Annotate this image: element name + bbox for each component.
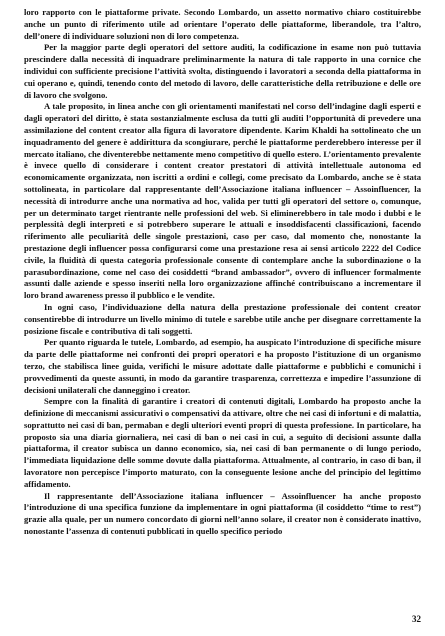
document-body xyxy=(24,7,421,538)
paragraph-6: Sempre con la finalità di garantire i creatori di contenuti digitali, Lombardo ha proposto anche la definizione di meccanismi assicurativi o compensativi da attivare, oltre che nei casi di infortuni e di malattia, soprattutto nei casi di ban, permaban e degli ulteriori eventi propri di questa professione. In particolare, ha proposto sia una diaria giornaliera, nei casi di ban o nei casi in cui, a seguito di decisioni assunte dalla piattaforma, il creator subisca un danno economico, sia, nei casi di ban permanente o di lungo periodo, l’immediata liquidazione delle somme dovute dalla piattaforma. Attualmente, al contrario, in caso di ban, il lavoratore non percepisce l’importo maturato, con la conseguente lesione anche del principio del legittimo affidamento. xyxy=(24,396,421,489)
page-number: 32 xyxy=(412,614,421,624)
paragraph-1: loro rapporto con le piattaforme private. Secondo Lombardo, un assetto normativo chiaro costituirebbe anche un punto di riferimento utile ad orientare l’operato delle piattaforme, liberandole, tra l’altro, dell’onere di individuare soluzioni non di loro competenza. xyxy=(24,7,421,41)
paragraph-3: A tale proposito, in linea anche con gli orientamenti manifestati nel corso dell’indagine dagli esperti e dagli operatori del diritto, è stata sostanzialmente esclusa da tutti gli auditi l’opportunità di prevedere una assimilazione del content creator alla figura di lavoratore dipendente. Karim Khaldi ha sottolineato che un inquadramento del genere è addirittura da scongiurare, perché le piattaforme perderebbero interesse per il mercato italiano, che diventerebbe nettamente meno competitivo di quello estero. L’orientamento prevalente è invece quello di considerare i content creator prestatori di attività intellettuale autonoma ed economicamente organizzata, non iscritti a ordini e collegi, come precisato da Lombardo, anche se è stata sottolineata, in particolare dal rappresentante dell’Associazione italiana influencer – Assoinfluencer, la necessità di introdurre anche una normativa ad hoc, valida per tutti gli operatori del settore o, comunque, per un determinato target rientrante nelle professioni del web. Si eliminerebbero in tale modo i dubbi e le perplessità degli interpreti e si potrebbero superare le attuali e insoddisfacenti classificazioni, facendo riferimento alle peculiarità delle singole prestazioni, caso per caso, dal momento che, nonostante la prestazione degli influencer possa configurarsi come una prestazione resa ai sensi articolo 2222 del Codice civile, la fluidità di questa categoria professionale consente di contemplare anche la subordinazione o la parasubordinazione, come nel caso dei cosiddetti “brand ambassador”, ovvero di influencer formalmente assunti dalle aziende e spesso inseriti nella loro organizzazione affinché contribuiscano a incrementare il loro brand awareness presso il pubblico e le vendite. xyxy=(24,101,421,301)
paragraph-4: In ogni caso, l’individuazione della natura della prestazione professionale dei content creator consentirebbe di introdurre un livello minimo di tutele e sarebbe utile anche per disegnare correttamente la posizione fiscale e contributiva di tali soggetti. xyxy=(24,301,421,336)
paragraph-2: Per la maggior parte degli operatori del settore auditi, la codificazione in esame non può tuttavia prescindere dalla necessità di inquadrare preliminarmente la natura di tale rapporto in una cornice che individui con sufficiente precisione l’attività svolta, distinguendo i lavoratori a seconda della piattaforma in cui operano e, quindi, tenendo conto del metodo di lavoro, delle caratteristiche della retribuzione e delle ore di lavoro che svolgono. xyxy=(24,42,421,100)
paragraph-5: Per quanto riguarda le tutele, Lombardo, ad esempio, ha auspicato l’introduzione di specifiche misure da parte delle piattaforme nei confronti dei propri operatori e ha proposto l’istituzione di un organismo terzo, che stabilisca linee guida, verifichi le misure adottate dalle piattaforme e pubblichi e comunichi i provvedimenti da queste assunti, in modo da garantire trasparenza, correttezza e impedire l’assunzione di decisioni unilaterali che danneggino i creator. xyxy=(24,337,421,395)
paragraph-7: Il rappresentante dell’Associazione italiana influencer – Assoinfluencer ha anche proposto l’introduzione di una specifica funzione da implementare in ogni piattaforma (il cosiddetto “time to rest”) grazie alla quale, per un numero concordato di giorni nell’anno solare, il creator non è considerato inattivo, nonostante l’assenza di contenuti pubblicati in quello specifico periodo xyxy=(24,490,421,537)
